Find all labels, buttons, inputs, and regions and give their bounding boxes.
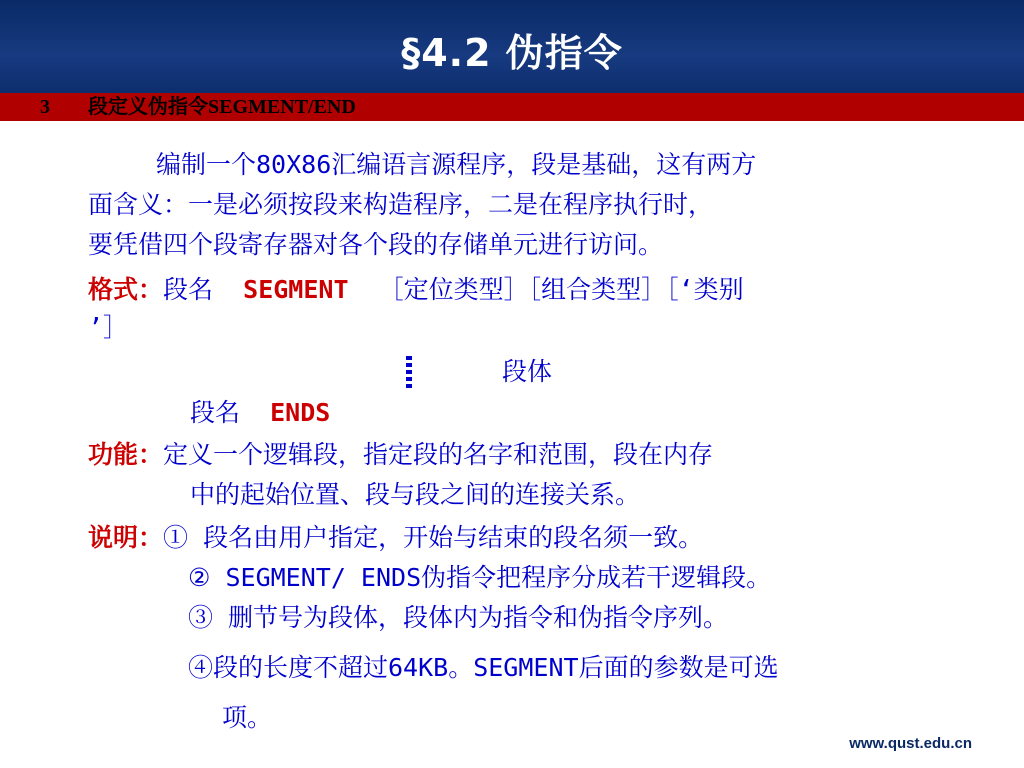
section-bar <box>0 93 1024 121</box>
note-item-4-continued: 项。 <box>222 703 273 732</box>
section-title: 段定义伪指令SEGMENT/END <box>88 96 356 118</box>
ends-segment-name: 段名 <box>190 398 241 427</box>
footer-url: www.qust.edu.cn <box>849 735 972 752</box>
format-params: ［定位类型］［组合类型］［‘类别 <box>378 275 744 304</box>
ends-line <box>190 393 330 433</box>
slide-title: §4.2 伪指令 <box>401 31 623 75</box>
function-line-1 <box>88 435 713 475</box>
function-line-2: 中的起始位置、段与段之间的连接关系。 <box>190 480 641 509</box>
ends-keyword: ENDS <box>270 398 331 427</box>
segment-body-label: 段体 <box>502 357 553 386</box>
function-text-1: 定义一个逻辑段，指定段的名字和范围，段在内存 <box>163 440 714 469</box>
format-params-continued: ’］ <box>88 313 129 342</box>
note-line-1 <box>88 518 703 558</box>
ellipsis-marker <box>406 356 412 388</box>
intro-line-2: 面含义：一是必须按段来构造程序，二是在程序执行时， <box>88 190 714 219</box>
note-item-2: ② SEGMENT/ ENDS伪指令把程序分成若干逻辑段。 <box>188 563 772 592</box>
section-number: 3 <box>40 96 50 118</box>
function-label: 功能： <box>88 440 164 469</box>
slide-header <box>0 0 1024 93</box>
note-item-1: ① 段名由用户指定，开始与结束的段名须一致。 <box>163 523 704 552</box>
note-item-3: ③ 删节号为段体，段体内为指令和伪指令序列。 <box>188 603 729 632</box>
format-segment-name: 段名 <box>163 275 214 304</box>
format-line <box>88 270 744 310</box>
segment-keyword: SEGMENT <box>243 275 349 304</box>
notes-label: 说明： <box>88 523 164 552</box>
intro-line-1: 编制一个80X86汇编语言源程序，段是基础，这有两方 <box>156 150 757 179</box>
intro-line-3: 要凭借四个段寄存器对各个段的存储单元进行访问。 <box>88 230 664 259</box>
format-label: 格式： <box>88 275 164 304</box>
note-item-4: ④段的长度不超过64KB。SEGMENT后面的参数是可选 <box>188 653 779 682</box>
